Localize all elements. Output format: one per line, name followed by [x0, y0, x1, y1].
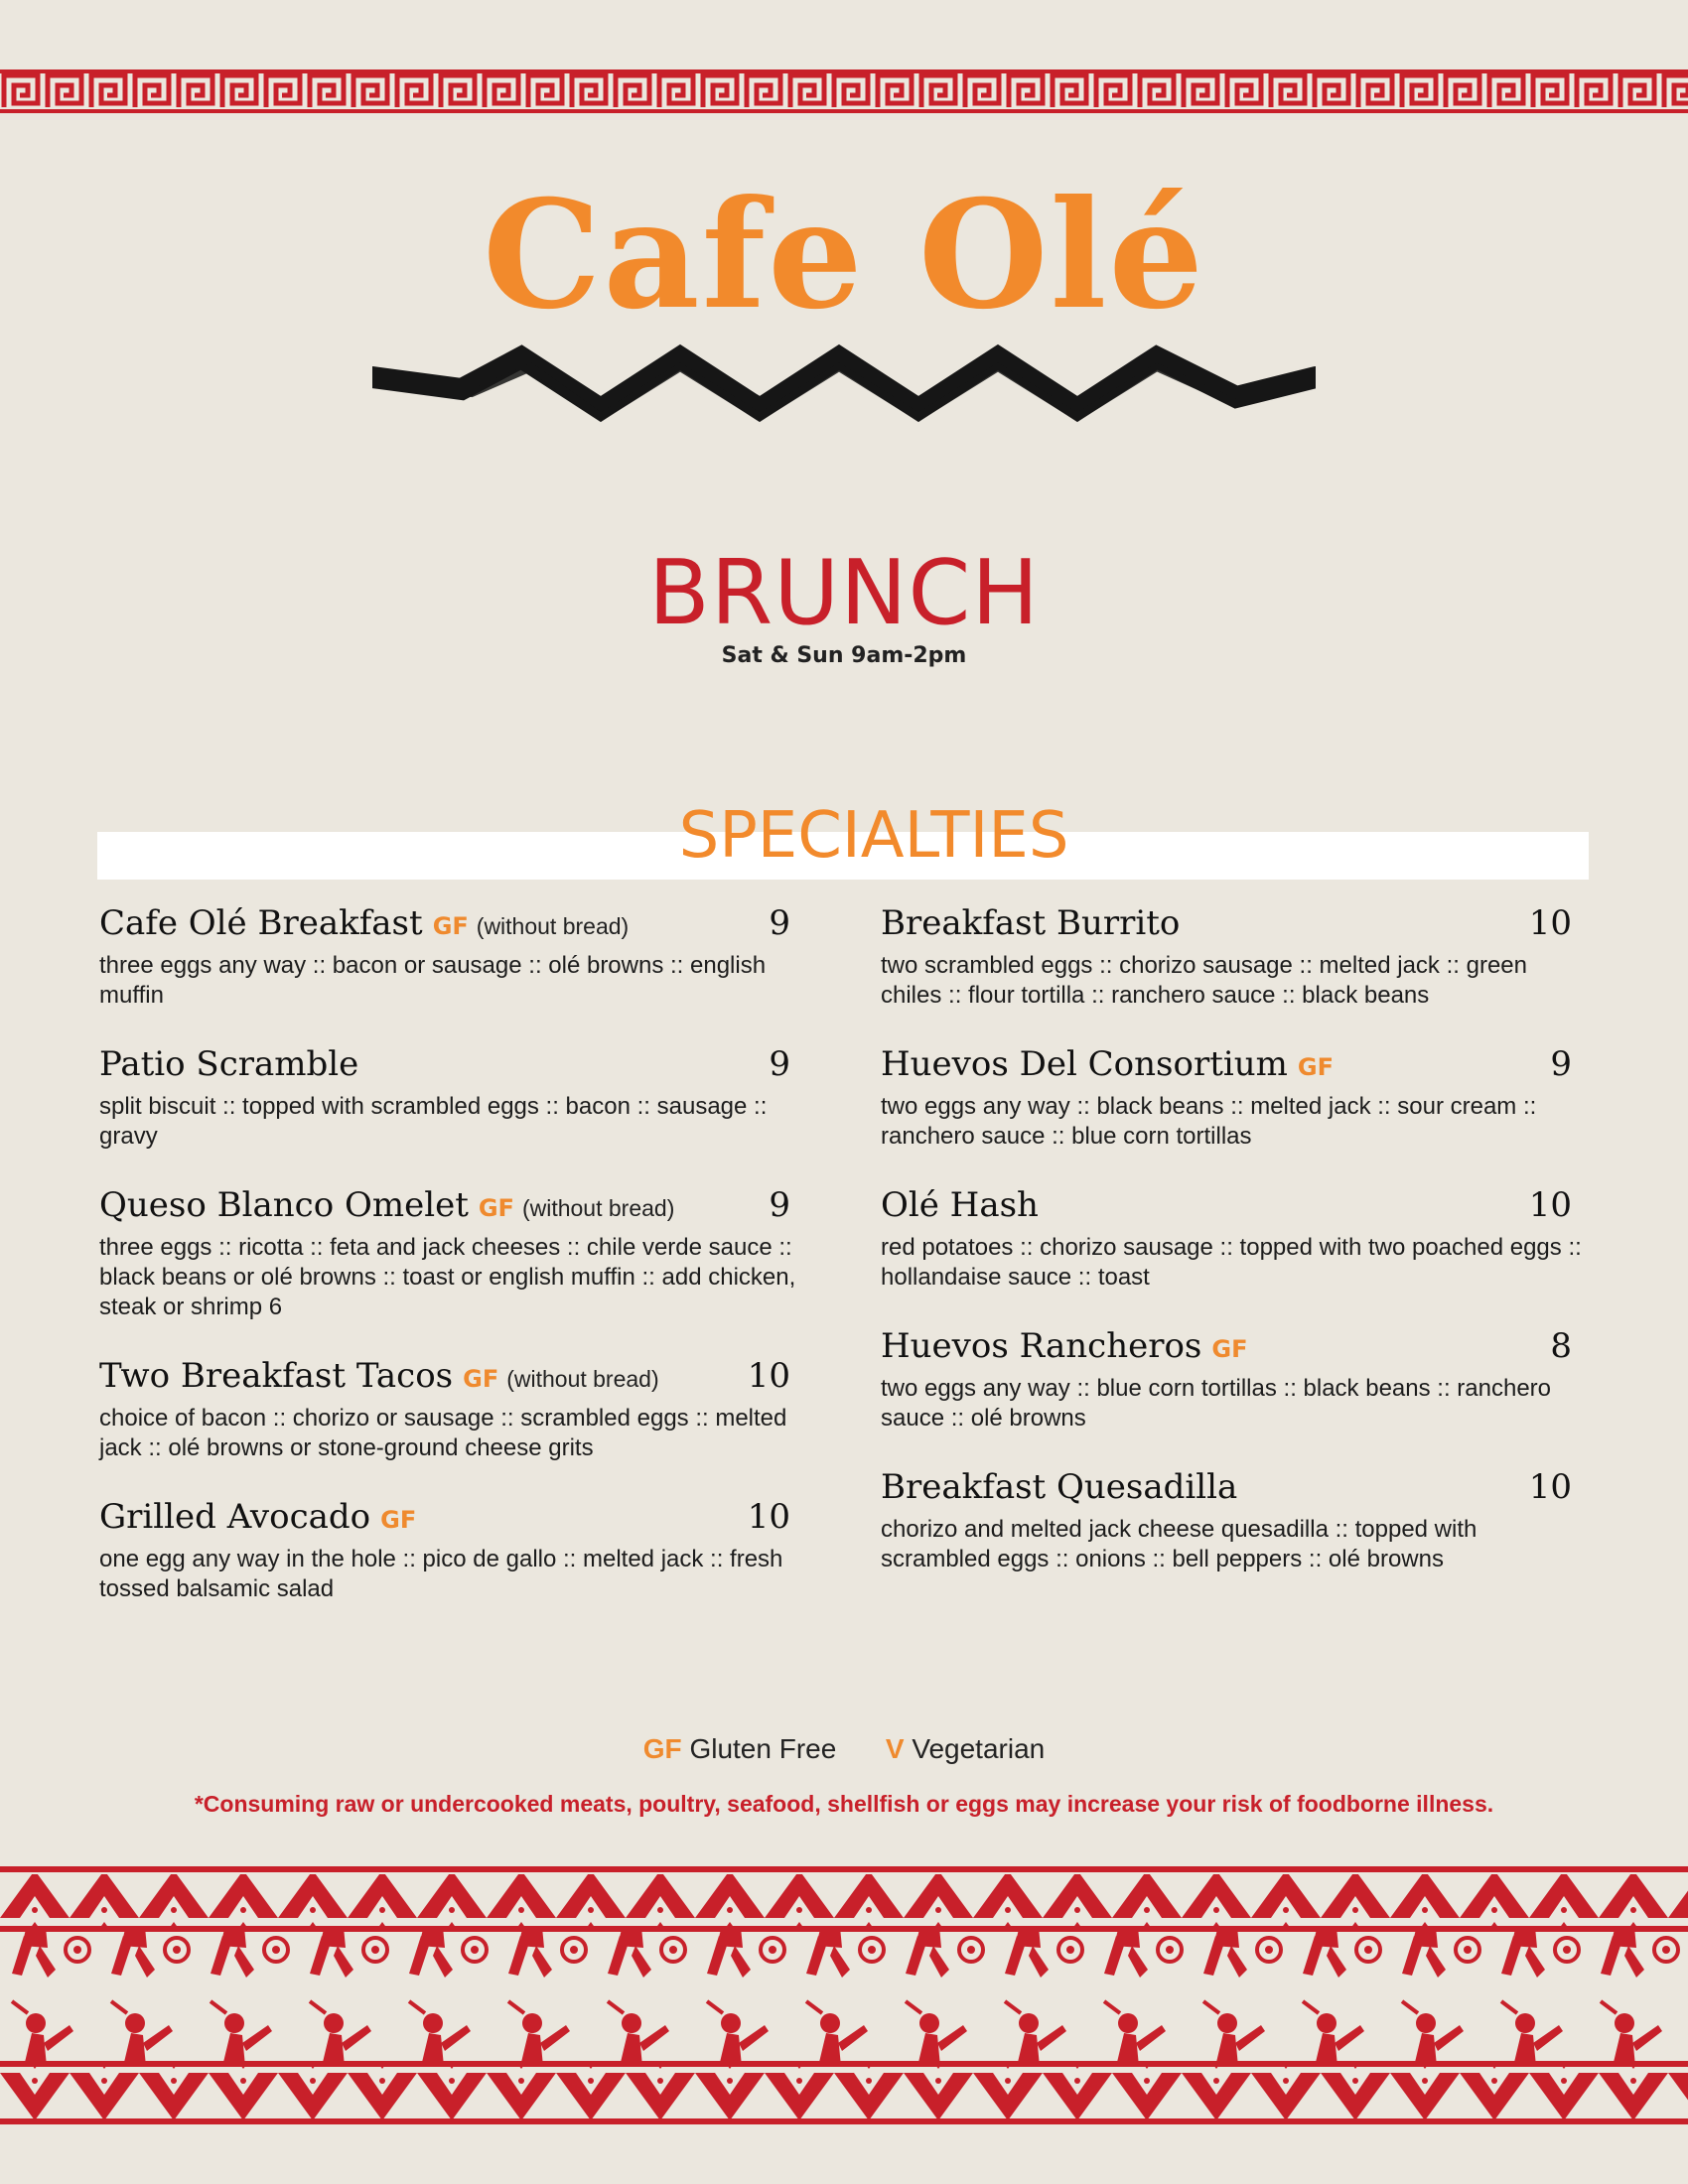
item-price: 9 [769, 1185, 790, 1225]
item-note: (without bread) [506, 1366, 659, 1392]
item-description: chorizo and melted jack cheese quesadilla :: topped with scrambled eggs :: onions :: bell peppers :: olé browns [881, 1516, 1477, 1572]
legend-gf-label: Gluten Free [689, 1733, 837, 1764]
menu-item [99, 1044, 804, 1152]
item-description: red potatoes :: chorizo sausage :: topped with two poached eggs :: hollandaise sauce :: toast [881, 1234, 1582, 1291]
menu-item [881, 1044, 1586, 1152]
gf-badge: GF [478, 1194, 514, 1222]
legend-v-code: V [885, 1733, 905, 1764]
menu-item [881, 1185, 1586, 1293]
menu-item [99, 903, 804, 1011]
item-name: Olé Hash [881, 1185, 1039, 1225]
item-price: 10 [1528, 1467, 1572, 1507]
item-price: 8 [1550, 1326, 1572, 1366]
item-name: Breakfast Quesadilla [881, 1467, 1238, 1507]
item-price: 9 [1550, 1044, 1572, 1084]
menu-item [881, 1467, 1586, 1574]
brunch-title: BRUNCH [648, 541, 1040, 645]
item-description: split biscuit :: topped with scrambled eggs :: bacon :: sausage :: gravy [99, 1093, 768, 1150]
gf-badge: GF [1297, 1053, 1334, 1081]
item-description: two eggs any way :: black beans :: melted jack :: sour cream :: ranchero sauce :: blue corn tortillas [881, 1093, 1537, 1150]
legend [0, 1733, 1688, 1765]
item-name: Two Breakfast Tacos [99, 1356, 454, 1396]
top-greek-key-border [0, 69, 1688, 113]
gf-badge: GF [432, 912, 469, 940]
menu-item [99, 1185, 804, 1322]
item-name: Huevos Del Consortium [881, 1044, 1288, 1084]
brunch-hours: Sat & Sun 9am-2pm [721, 643, 967, 668]
gf-badge: GF [463, 1365, 499, 1393]
item-price: 10 [1528, 1185, 1572, 1225]
menu-column-right [881, 903, 1586, 1608]
zigzag-brushstroke [372, 338, 1316, 437]
item-price: 9 [769, 1044, 790, 1084]
item-description: three eggs any way :: bacon or sausage :: olé browns :: english muffin [99, 952, 767, 1009]
item-name: Breakfast Burrito [881, 903, 1181, 943]
logo-title: Cafe Olé [483, 168, 1205, 342]
item-note: (without bread) [521, 1195, 675, 1221]
item-note: (without bread) [476, 913, 630, 939]
menu-item [881, 1326, 1586, 1433]
gf-badge: GF [380, 1506, 417, 1534]
menu-item [881, 903, 1586, 1011]
bottom-tribal-border [0, 1866, 1688, 2124]
specialties-title: SPECIALTIES [678, 799, 1069, 873]
menu-item [99, 1497, 804, 1604]
item-price: 10 [1528, 903, 1572, 943]
item-price: 10 [747, 1497, 790, 1537]
legend-gf-code: GF [642, 1733, 682, 1764]
item-name: Huevos Rancheros [881, 1326, 1202, 1366]
item-description: one egg any way in the hole :: pico de gallo :: melted jack :: fresh tossed balsamic salad [99, 1546, 783, 1602]
item-name: Patio Scramble [99, 1044, 359, 1084]
item-price: 9 [769, 903, 790, 943]
item-description: choice of bacon :: chorizo or sausage :: scrambled eggs :: melted jack :: olé browns or stone-ground cheese grits [99, 1405, 787, 1461]
gf-badge: GF [1211, 1335, 1248, 1363]
menu-column-left [99, 903, 804, 1638]
food-safety-warning: *Consuming raw or undercooked meats, poultry, seafood, shellfish or eggs may increase your risk of foodborne illness. [194, 1791, 1494, 1817]
item-description: two eggs any way :: blue corn tortillas :: black beans :: ranchero sauce :: olé browns [881, 1375, 1552, 1432]
item-description: two scrambled eggs :: chorizo sausage :: melted jack :: green chiles :: flour tortilla :: ranchero sauce :: black beans [881, 952, 1527, 1009]
item-description: three eggs :: ricotta :: feta and jack cheeses :: chile verde sauce :: black beans or olé browns :: toast or english muffin :: add chicken, steak or shrimp 6 [99, 1234, 796, 1320]
item-name: Queso Blanco Omelet [99, 1185, 469, 1225]
item-price: 10 [747, 1356, 790, 1396]
item-name: Cafe Olé Breakfast [99, 903, 423, 943]
legend-v-label: Vegetarian [912, 1733, 1046, 1764]
item-name: Grilled Avocado [99, 1497, 371, 1537]
menu-item [99, 1356, 804, 1463]
